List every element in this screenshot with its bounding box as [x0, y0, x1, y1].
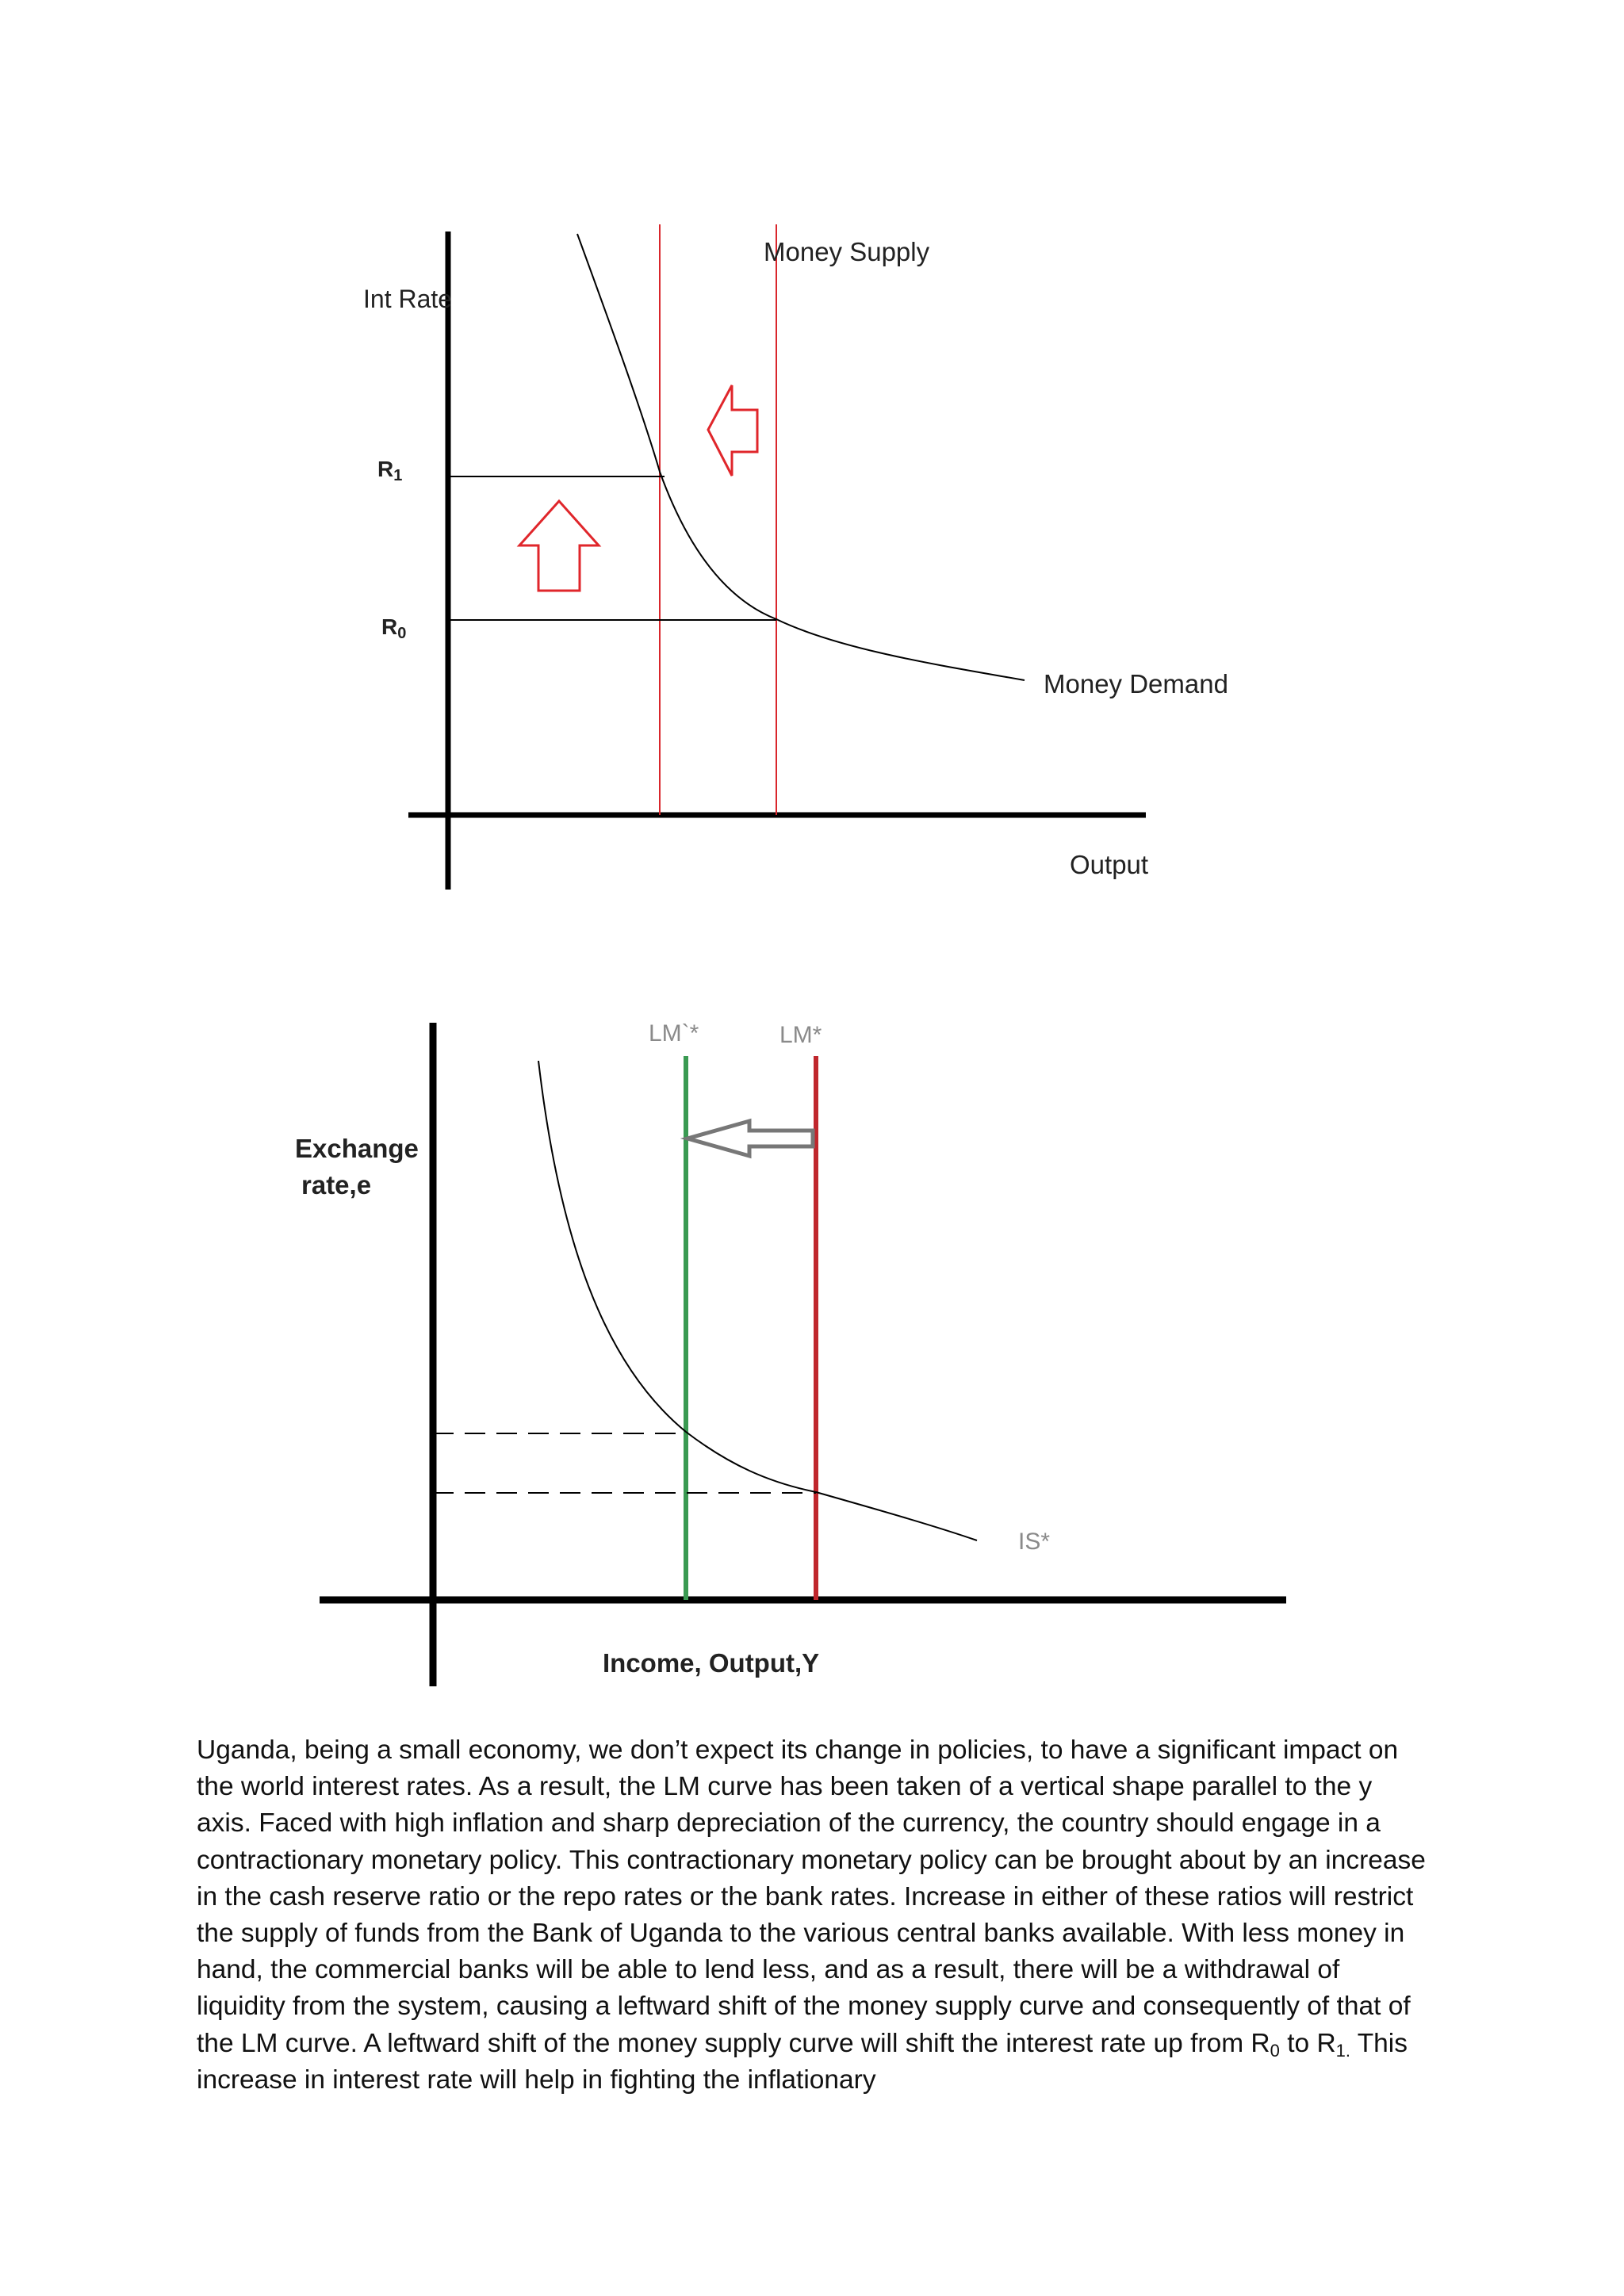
- paragraph-text-mid: to R: [1279, 2028, 1336, 2058]
- paragraph-text-main: Uganda, being a small economy, we don’t expect its change in policies, to have a significant impact on the world interest rates. As a result, the LM curve has been taken of a vertical shape parallel to the y axis. Faced with high inflation and sharp depreciation of the currency, the country should engage in a contractionary monetary policy. This contractionary monetary policy can be brought about by an increase in the cash reserve ratio or the repo rates or the bank rates. Increase in either of these ratios will restrict the supply of funds from the Bank of Uganda to the various central banks available. With less money in hand, the commercial banks will be able to lend less, and as a result, there will be a withdrawal of liquidity from the system, causing a leftward shift of the money supply curve and consequently of that of the LM curve. A leftward shift of the money supply curve will shift the interest rate up from R: [197, 1735, 1426, 2058]
- lm-new-label: LM`*: [649, 1020, 699, 1047]
- money-demand-label: Money Demand: [1044, 669, 1228, 698]
- interest-rate-up-arrow: [519, 501, 599, 591]
- is-star-label: IS*: [1018, 1529, 1051, 1555]
- money-demand-curve: [577, 234, 1025, 680]
- is-lm-diagram: [295, 1020, 1286, 1686]
- money-supply-label: Money Supply: [764, 237, 930, 266]
- money-market-diagram: [363, 224, 1228, 890]
- r0-label: R0: [381, 614, 407, 642]
- lm-old-label: LM*: [779, 1022, 822, 1048]
- paragraph-text: [197, 1732, 1434, 2099]
- exchange-rate-label-line1: Exchange: [295, 1134, 419, 1163]
- r1-label: R1: [377, 457, 403, 484]
- body-paragraph: [197, 1732, 1434, 2099]
- lm-shift-left-arrow: [688, 1121, 813, 1156]
- income-output-label: Income, Output,Y: [603, 1648, 820, 1678]
- int-rate-label: Int Rate: [363, 285, 453, 313]
- output-label: Output: [1070, 850, 1149, 879]
- paragraph-text-end: This increase in interest rate will help in fighting the inflationary: [197, 2028, 1408, 2095]
- r1-subscript: 1.: [1335, 2040, 1350, 2061]
- r0-subscript: 0: [1270, 2040, 1280, 2061]
- exchange-rate-label-line2: rate,e: [301, 1170, 372, 1200]
- supply-shift-left-arrow: [708, 385, 757, 476]
